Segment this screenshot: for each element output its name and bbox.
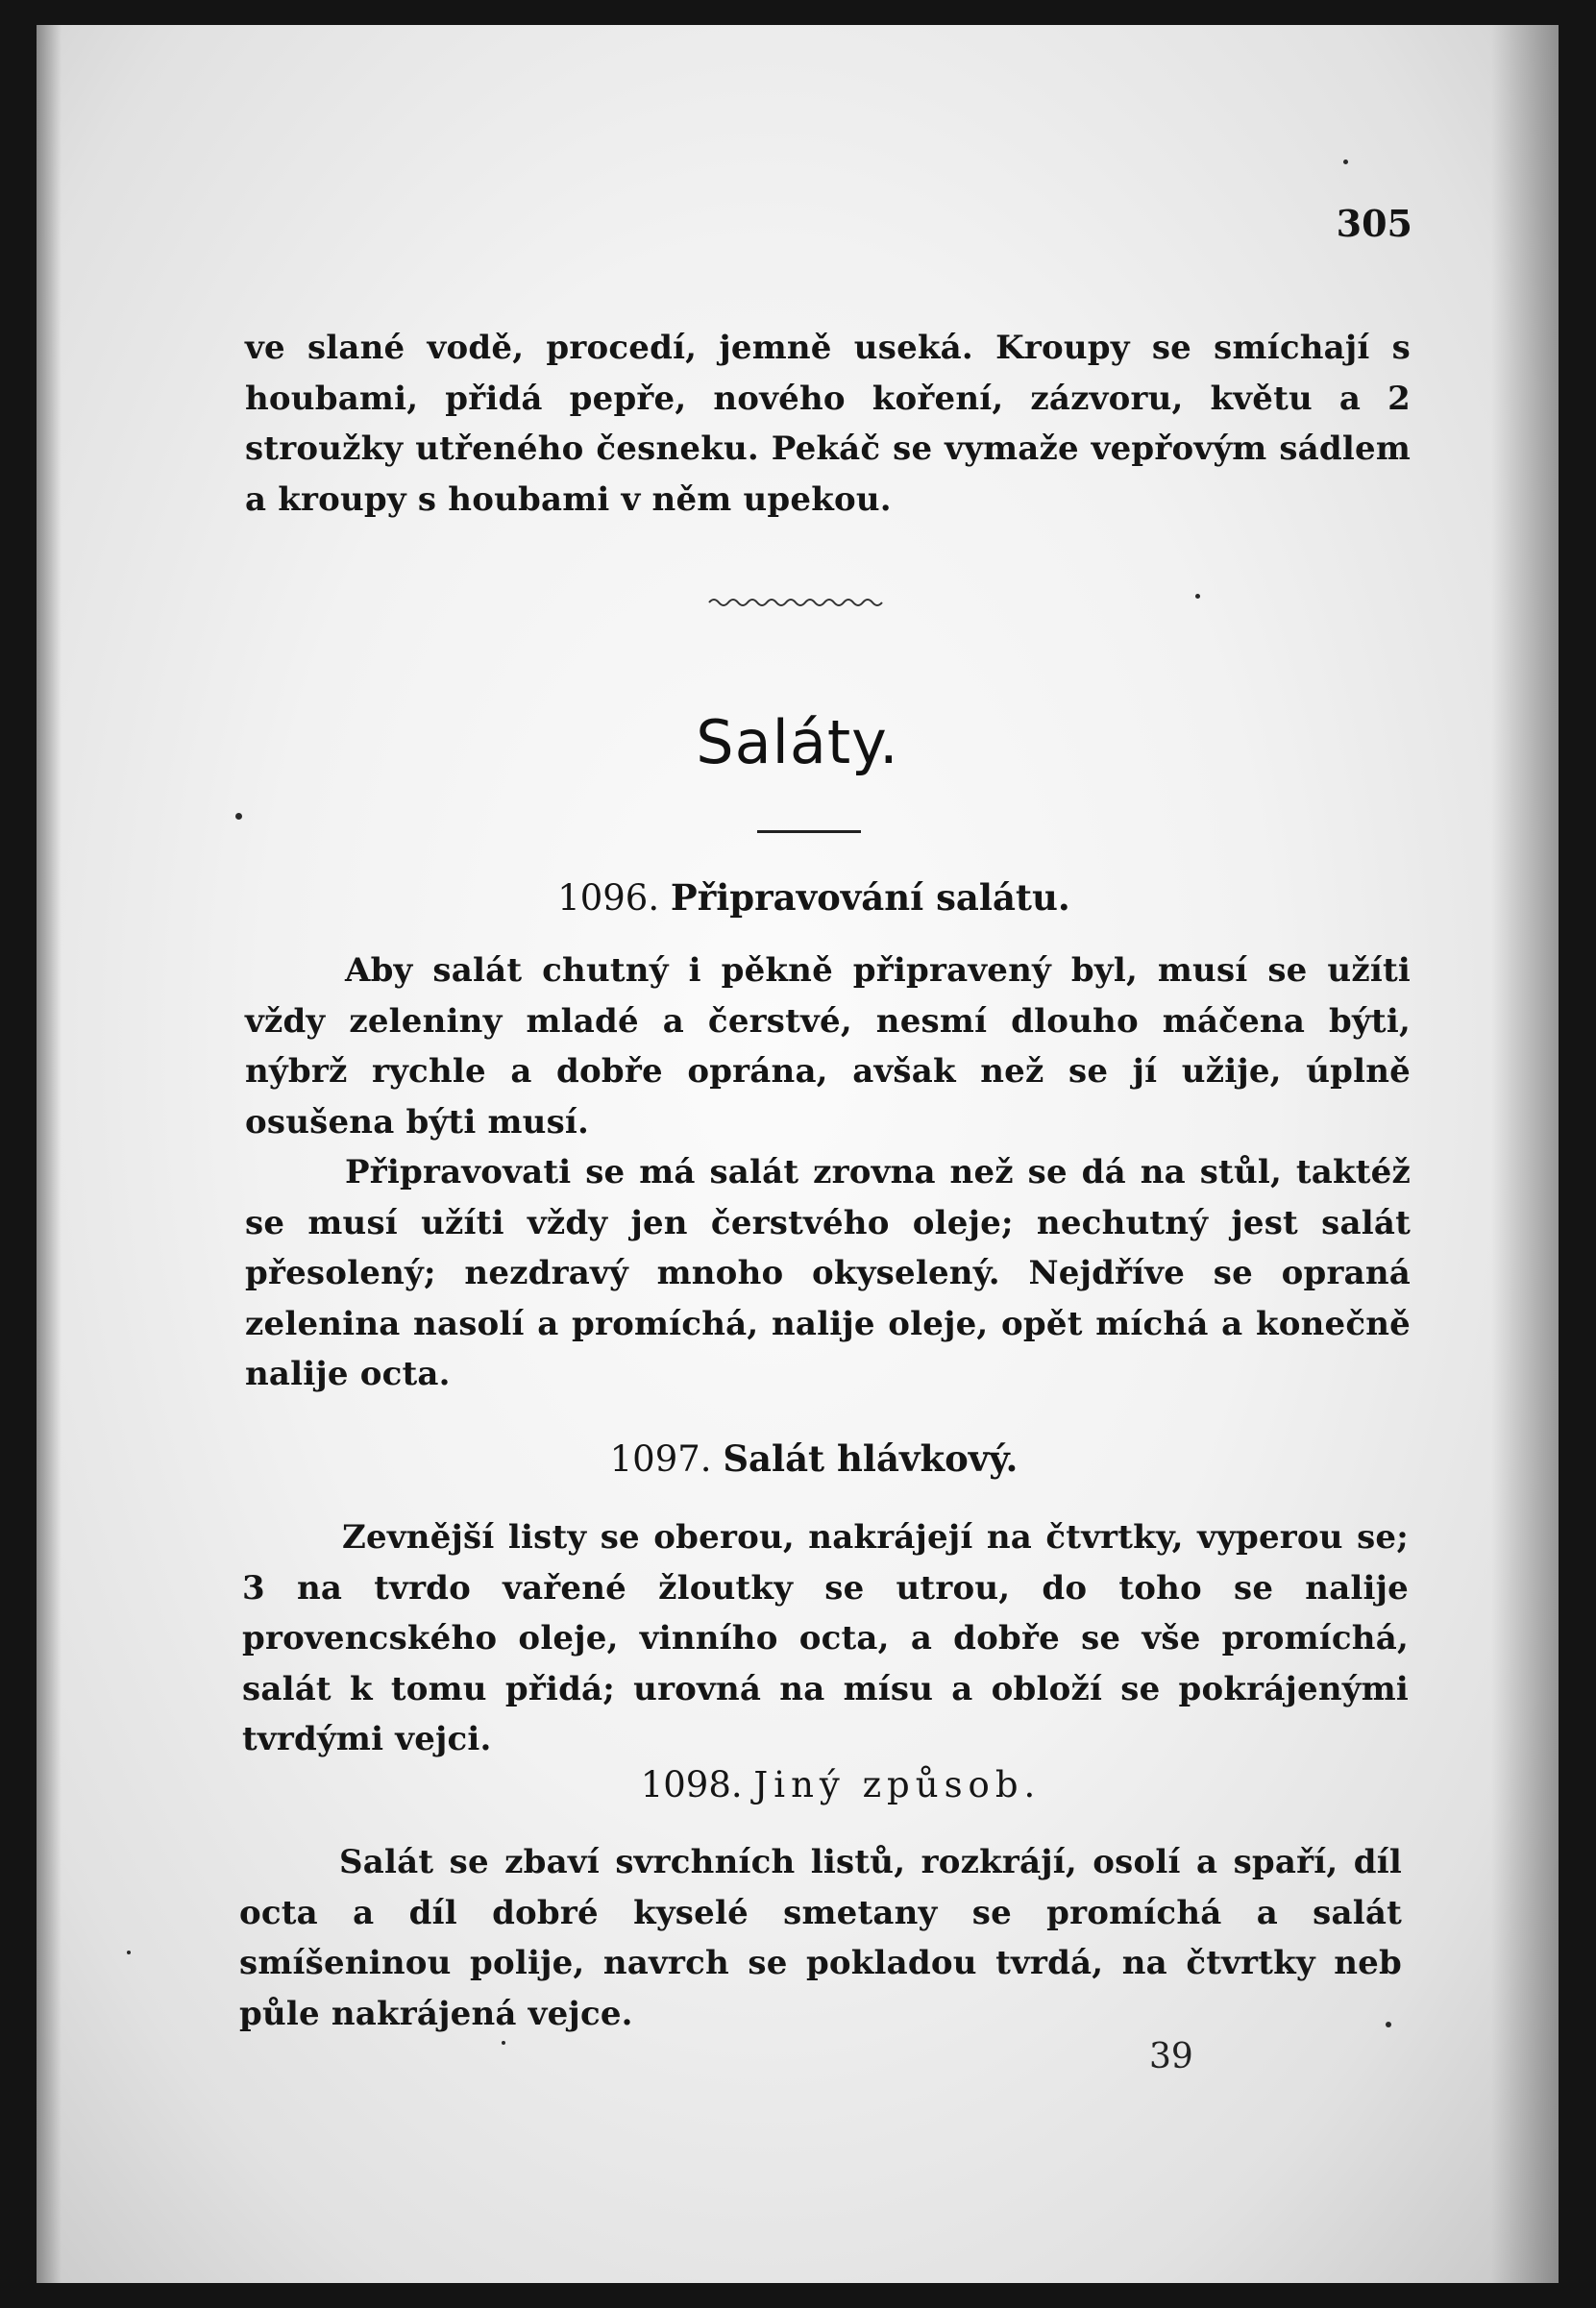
recipe-heading	[37, 1437, 1559, 1480]
wavy-ornament-divider	[707, 594, 886, 611]
recipe-number: 1096.	[557, 877, 660, 919]
recipe-heading	[37, 876, 1559, 919]
paper-speck	[1195, 594, 1200, 599]
signature-mark: 39	[1149, 2037, 1193, 2076]
continued-paragraph: ve slané vodě, procedí, jemně useká. Kroupy se smíchají s houbami, přidá pepře, nového koření, zázvoru, květu a 2 stroužky utřeného česneku. Pekáč se vymaže vepřovým sádlem a kroupy s houbami v něm upekou.	[245, 329, 1411, 519]
book-page	[37, 25, 1559, 2283]
paper-speck	[1343, 160, 1348, 164]
paper-speck	[127, 1951, 131, 1954]
recipe-number: 1097.	[609, 1438, 712, 1480]
paper-speck	[235, 813, 242, 820]
recipe-title: Salát hlávkový.	[723, 1437, 1019, 1480]
recipe-paragraph: Zevnější listy se oberou, nakrájejí na čtvrtky, vyperou se; 3 na tvrdo vařené žloutky se utrou, do toho se nalije provencského oleje, vinního octa, a dobře se vše promíchá, salát k tomu přidá; urovná na mísu a obloží se pokrájenými tvrdými vejci.	[242, 1518, 1409, 1758]
title-underline-rule	[757, 830, 861, 833]
recipe-paragraph: Aby salát chutný i pěkně připravený byl, musí se užíti vždy zeleniny mladé a čerstvé, nesmí dlouho máčena býti, nýbrž rychle a dobře oprána, avšak než se jí užije, úplně osušena býti musí.	[245, 951, 1411, 1142]
recipe-number: 1098.	[640, 1764, 743, 1805]
recipe-paragraph: Salát se zbaví svrchních listů, rozkrájí, osolí a spaří, díl octa a díl dobré kyselé smetany se promíchá a salát smíšeninou polije, navrch se pokladou tvrdá, na čtvrtky neb půle nakrájená vejce.	[239, 1843, 1402, 2033]
paper-speck	[1386, 2022, 1391, 2027]
recipe-heading	[37, 1764, 1559, 1805]
recipe-title: Připravování salátu.	[670, 876, 1070, 919]
recipe-title: Jiný způsob.	[753, 1764, 1042, 1805]
paper-speck	[502, 2041, 505, 2045]
recipe-paragraph: Připravovati se má salát zrovna než se dá na stůl, taktéž se musí užíti vždy jen čerstvého oleje; nechutný jest salát přesolený; nezdravý mnoho okyselený. Nejdříve se opraná zelenina nasolí a promíchá, nalije oleje, opět míchá a konečně nalije octa.	[245, 1153, 1411, 1393]
section-title: Saláty.	[696, 707, 899, 777]
page-number: 305	[1336, 202, 1412, 245]
